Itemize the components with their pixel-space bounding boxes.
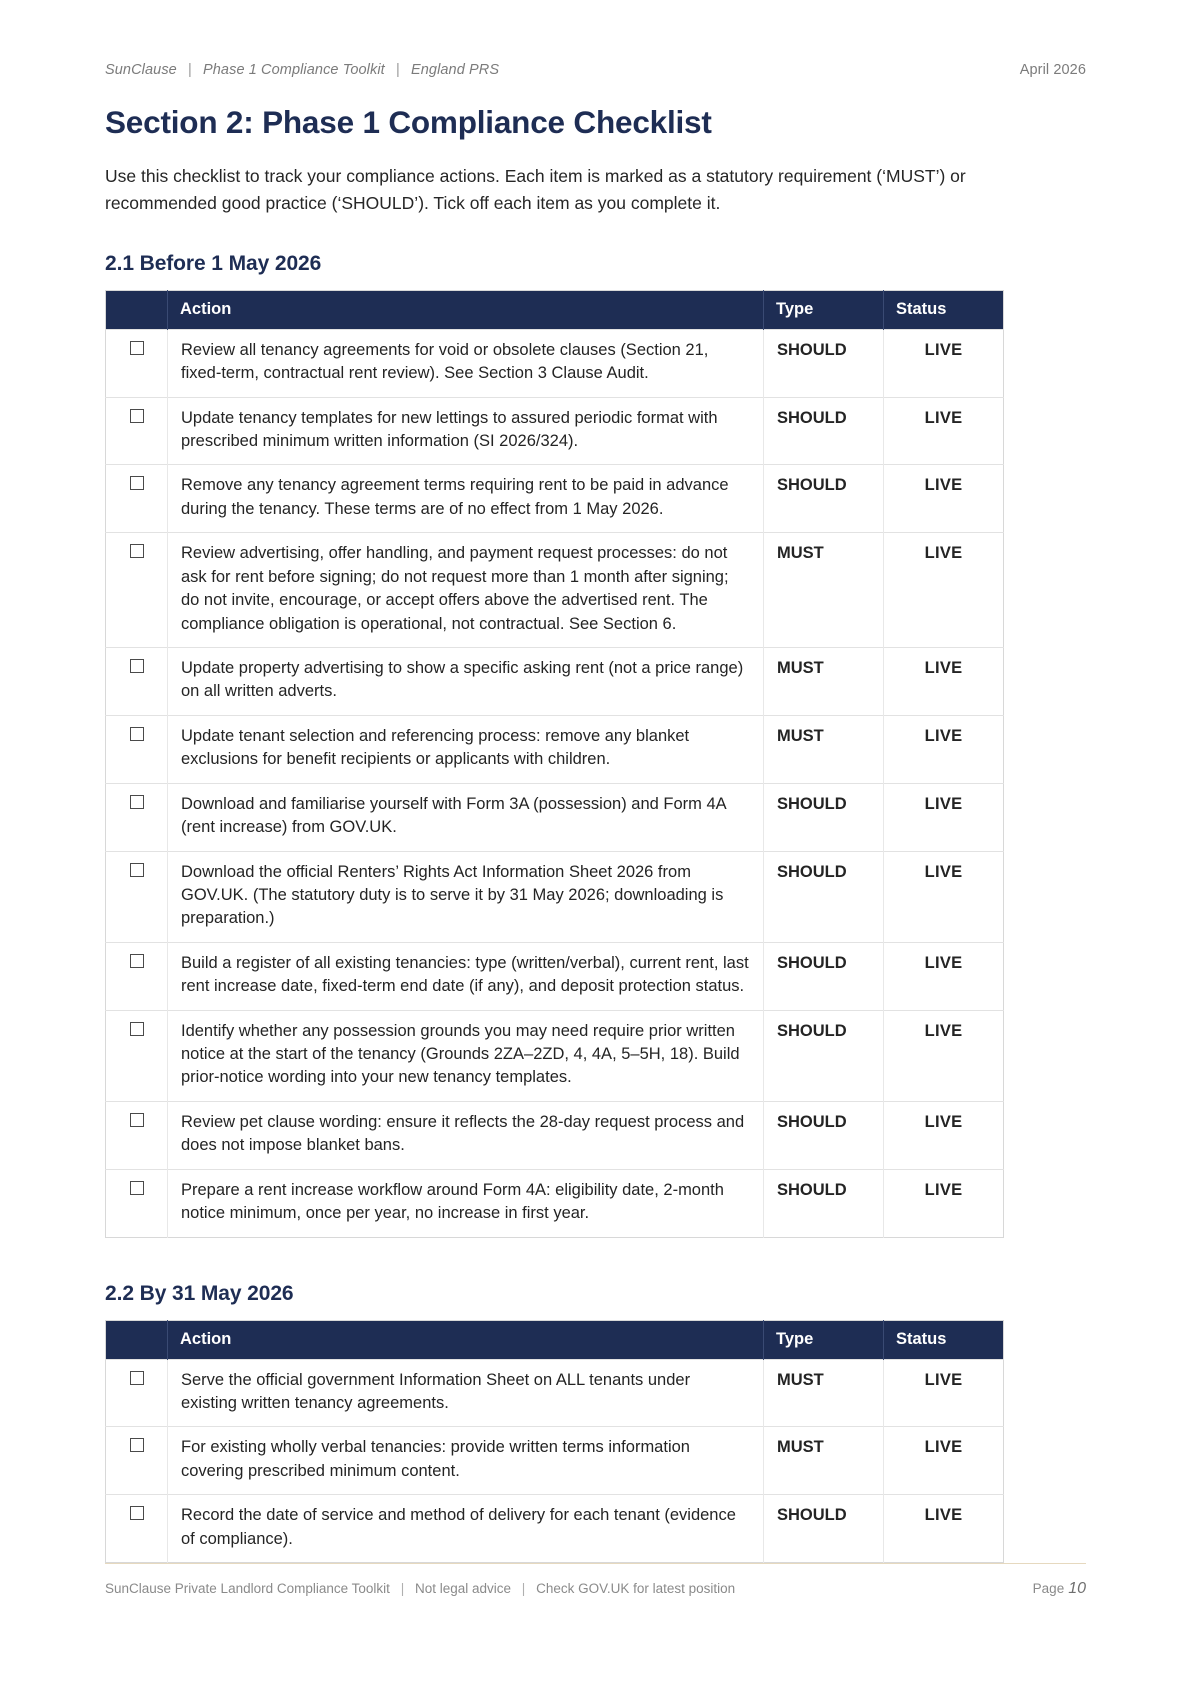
table-row bbox=[106, 942, 1004, 1010]
column-header-type: Type bbox=[764, 1320, 884, 1359]
row-type-badge: MUST bbox=[764, 533, 884, 648]
row-action-text: Record the date of service and method of delivery for each tenant (evidence of compliance). bbox=[168, 1495, 764, 1563]
row-type-badge: SHOULD bbox=[764, 397, 884, 465]
table-row bbox=[106, 465, 1004, 533]
footer-separator-1: | bbox=[400, 1581, 405, 1596]
table-row bbox=[106, 397, 1004, 465]
row-status-badge: LIVE bbox=[884, 1427, 1004, 1495]
table-row bbox=[106, 1010, 1004, 1101]
row-action-text: Prepare a rent increase workflow around Form 4A: eligibility date, 2-month notice minimum, once per year, no increase in first year. bbox=[168, 1169, 764, 1237]
column-header-status: Status bbox=[884, 290, 1004, 329]
checkbox-icon[interactable] bbox=[130, 409, 144, 423]
row-checkbox-cell[interactable] bbox=[106, 715, 168, 783]
table-header-row bbox=[106, 1320, 1004, 1359]
footer-left bbox=[105, 1581, 735, 1596]
table-row bbox=[106, 851, 1004, 942]
column-header-status: Status bbox=[884, 1320, 1004, 1359]
table-row bbox=[106, 1101, 1004, 1169]
footer-page-label: Page bbox=[1032, 1581, 1065, 1596]
checkbox-icon[interactable] bbox=[130, 1371, 144, 1385]
running-header-toolkit: Phase 1 Compliance Toolkit bbox=[203, 62, 385, 78]
table-header-row bbox=[106, 290, 1004, 329]
running-header bbox=[105, 62, 1086, 78]
running-header-date: April 2026 bbox=[1019, 62, 1086, 78]
row-checkbox-cell[interactable] bbox=[106, 647, 168, 715]
table-body-2-1 bbox=[106, 329, 1004, 1237]
row-status-badge: LIVE bbox=[884, 329, 1004, 397]
row-type-badge: SHOULD bbox=[764, 465, 884, 533]
row-action-text: Download and familiarise yourself with Form 3A (possession) and Form 4A (rent increase) from GOV.UK. bbox=[168, 783, 764, 851]
footer-separator-2: | bbox=[521, 1581, 526, 1596]
checkbox-icon[interactable] bbox=[130, 795, 144, 809]
table-row bbox=[106, 1169, 1004, 1237]
row-action-text: Update property advertising to show a specific asking rent (not a price range) on all written adverts. bbox=[168, 647, 764, 715]
row-type-badge: SHOULD bbox=[764, 1495, 884, 1563]
row-checkbox-cell[interactable] bbox=[106, 783, 168, 851]
row-action-text: For existing wholly verbal tenancies: provide written terms information covering prescribed minimum content. bbox=[168, 1427, 764, 1495]
table-row bbox=[106, 1359, 1004, 1427]
row-checkbox-cell[interactable] bbox=[106, 1169, 168, 1237]
row-status-badge: LIVE bbox=[884, 942, 1004, 1010]
row-status-badge: LIVE bbox=[884, 851, 1004, 942]
subsection-heading-2-2: 2.2 By 31 May 2026 bbox=[105, 1281, 294, 1305]
intro-paragraph: Use this checklist to track your compliance actions. Each item is marked as a statutory requirement (‘MUST’) or recommended good practice (‘SHOULD’). Tick off each item as you complete it. bbox=[105, 166, 966, 214]
row-status-badge: LIVE bbox=[884, 1010, 1004, 1101]
row-type-badge: SHOULD bbox=[764, 783, 884, 851]
checkbox-icon[interactable] bbox=[130, 544, 144, 558]
footer-brand-line: SunClause Private Landlord Compliance Toolkit bbox=[105, 1581, 390, 1596]
table-row bbox=[106, 715, 1004, 783]
row-action-text: Review all tenancy agreements for void or obsolete clauses (Section 21, fixed-term, contractual rent review). See Section 3 Clause Audit. bbox=[168, 329, 764, 397]
footer-row bbox=[105, 1580, 1086, 1598]
running-header-left bbox=[105, 62, 499, 78]
footer-note: Check GOV.UK for latest position bbox=[536, 1581, 736, 1596]
row-checkbox-cell[interactable] bbox=[106, 942, 168, 1010]
row-checkbox-cell[interactable] bbox=[106, 1359, 168, 1427]
row-type-badge: SHOULD bbox=[764, 329, 884, 397]
row-checkbox-cell[interactable] bbox=[106, 1101, 168, 1169]
checkbox-icon[interactable] bbox=[130, 727, 144, 741]
footer-disclaimer: Not legal advice bbox=[414, 1581, 512, 1596]
row-status-badge: LIVE bbox=[884, 1101, 1004, 1169]
row-action-text: Serve the official government Information Sheet on ALL tenants under existing written tenancy agreements. bbox=[168, 1359, 764, 1427]
row-type-badge: MUST bbox=[764, 1359, 884, 1427]
checkbox-icon[interactable] bbox=[130, 476, 144, 490]
column-header-action: Action bbox=[168, 1320, 764, 1359]
row-action-text: Update tenant selection and referencing process: remove any blanket exclusions for benefit recipients or applicants with children. bbox=[168, 715, 764, 783]
row-checkbox-cell[interactable] bbox=[106, 1495, 168, 1563]
row-checkbox-cell[interactable] bbox=[106, 397, 168, 465]
checkbox-icon[interactable] bbox=[130, 1438, 144, 1452]
table-body-2-2 bbox=[106, 1359, 1004, 1563]
running-header-jurisdiction: England PRS bbox=[410, 62, 500, 78]
row-checkbox-cell[interactable] bbox=[106, 1427, 168, 1495]
row-type-badge: MUST bbox=[764, 1427, 884, 1495]
table-row bbox=[106, 1427, 1004, 1495]
table-row bbox=[106, 1495, 1004, 1563]
section-spacer bbox=[105, 1242, 1086, 1282]
row-checkbox-cell[interactable] bbox=[106, 329, 168, 397]
row-action-text: Identify whether any possession grounds you may need require prior written notice at the start of the tenancy (Grounds 2ZA–2ZD, 4, 4A, 5–5H, 18). Build prior-notice wording into your new tenancy templates. bbox=[168, 1010, 764, 1101]
checkbox-icon[interactable] bbox=[130, 341, 144, 355]
row-status-badge: LIVE bbox=[884, 1169, 1004, 1237]
row-status-badge: LIVE bbox=[884, 715, 1004, 783]
row-type-badge: SHOULD bbox=[764, 1010, 884, 1101]
row-checkbox-cell[interactable] bbox=[106, 533, 168, 648]
checklist-table-2-1 bbox=[105, 290, 1004, 1238]
checklist-table-2-2 bbox=[105, 1320, 1004, 1564]
row-action-text: Review advertising, offer handling, and payment request processes: do not ask for rent before signing; do not request more than 1 month after signing; do not invite, encourage, or accept offers above the advertised rent. The compliance obligation is operational, not contractual. See Section 6. bbox=[168, 533, 764, 648]
checkbox-icon[interactable] bbox=[130, 1506, 144, 1520]
row-type-badge: SHOULD bbox=[764, 1169, 884, 1237]
row-status-badge: LIVE bbox=[884, 465, 1004, 533]
footer-divider bbox=[105, 1563, 1086, 1564]
column-header-check bbox=[106, 1320, 168, 1359]
row-type-badge: SHOULD bbox=[764, 851, 884, 942]
row-type-badge: SHOULD bbox=[764, 1101, 884, 1169]
table-row bbox=[106, 647, 1004, 715]
row-action-text: Build a register of all existing tenancies: type (written/verbal), current rent, last rent increase date, fixed-term end date (if any), and deposit protection status. bbox=[168, 942, 764, 1010]
row-status-badge: LIVE bbox=[884, 1359, 1004, 1427]
table-row bbox=[106, 783, 1004, 851]
checkbox-icon[interactable] bbox=[130, 1022, 144, 1036]
row-status-badge: LIVE bbox=[884, 647, 1004, 715]
row-action-text: Download the official Renters’ Rights Act Information Sheet 2026 from GOV.UK. (The statutory duty is to serve it by 31 May 2026; downloading is preparation.) bbox=[168, 851, 764, 942]
column-header-check bbox=[106, 290, 168, 329]
row-status-badge: LIVE bbox=[884, 783, 1004, 851]
row-type-badge: SHOULD bbox=[764, 942, 884, 1010]
footer-page-value: 10 bbox=[1068, 1580, 1086, 1597]
column-header-type: Type bbox=[764, 290, 884, 329]
table-row bbox=[106, 329, 1004, 397]
row-status-badge: LIVE bbox=[884, 533, 1004, 648]
row-type-badge: MUST bbox=[764, 647, 884, 715]
row-checkbox-cell[interactable] bbox=[106, 1010, 168, 1101]
checkbox-icon[interactable] bbox=[130, 659, 144, 673]
row-action-text: Remove any tenancy agreement terms requiring rent to be paid in advance during the tenancy. These terms are of no effect from 1 May 2026. bbox=[168, 465, 764, 533]
page-footer bbox=[105, 1563, 1086, 1598]
subsection-heading-2-1: 2.1 Before 1 May 2026 bbox=[105, 251, 322, 275]
table-header-2-1 bbox=[106, 290, 1004, 329]
row-status-badge: LIVE bbox=[884, 397, 1004, 465]
table-row bbox=[106, 533, 1004, 648]
running-header-brand: SunClause bbox=[105, 62, 177, 78]
running-header-separator-2: | bbox=[395, 62, 400, 78]
footer-page-number bbox=[1033, 1580, 1086, 1598]
checkbox-icon[interactable] bbox=[130, 1181, 144, 1195]
row-checkbox-cell[interactable] bbox=[106, 465, 168, 533]
running-header-separator-1: | bbox=[187, 62, 192, 78]
row-action-text: Review pet clause wording: ensure it reflects the 28-day request process and does not impose blanket bans. bbox=[168, 1101, 764, 1169]
checkbox-icon[interactable] bbox=[130, 954, 144, 968]
row-status-badge: LIVE bbox=[884, 1495, 1004, 1563]
checkbox-icon[interactable] bbox=[130, 1113, 144, 1127]
column-header-action: Action bbox=[168, 290, 764, 329]
page-title: Section 2: Phase 1 Compliance Checklist bbox=[105, 104, 712, 140]
table-header-2-2 bbox=[106, 1320, 1004, 1359]
row-checkbox-cell[interactable] bbox=[106, 851, 168, 942]
checkbox-icon[interactable] bbox=[130, 863, 144, 877]
row-action-text: Update tenancy templates for new lettings to assured periodic format with prescribed minimum written information (SI 2026/324). bbox=[168, 397, 764, 465]
row-type-badge: MUST bbox=[764, 715, 884, 783]
